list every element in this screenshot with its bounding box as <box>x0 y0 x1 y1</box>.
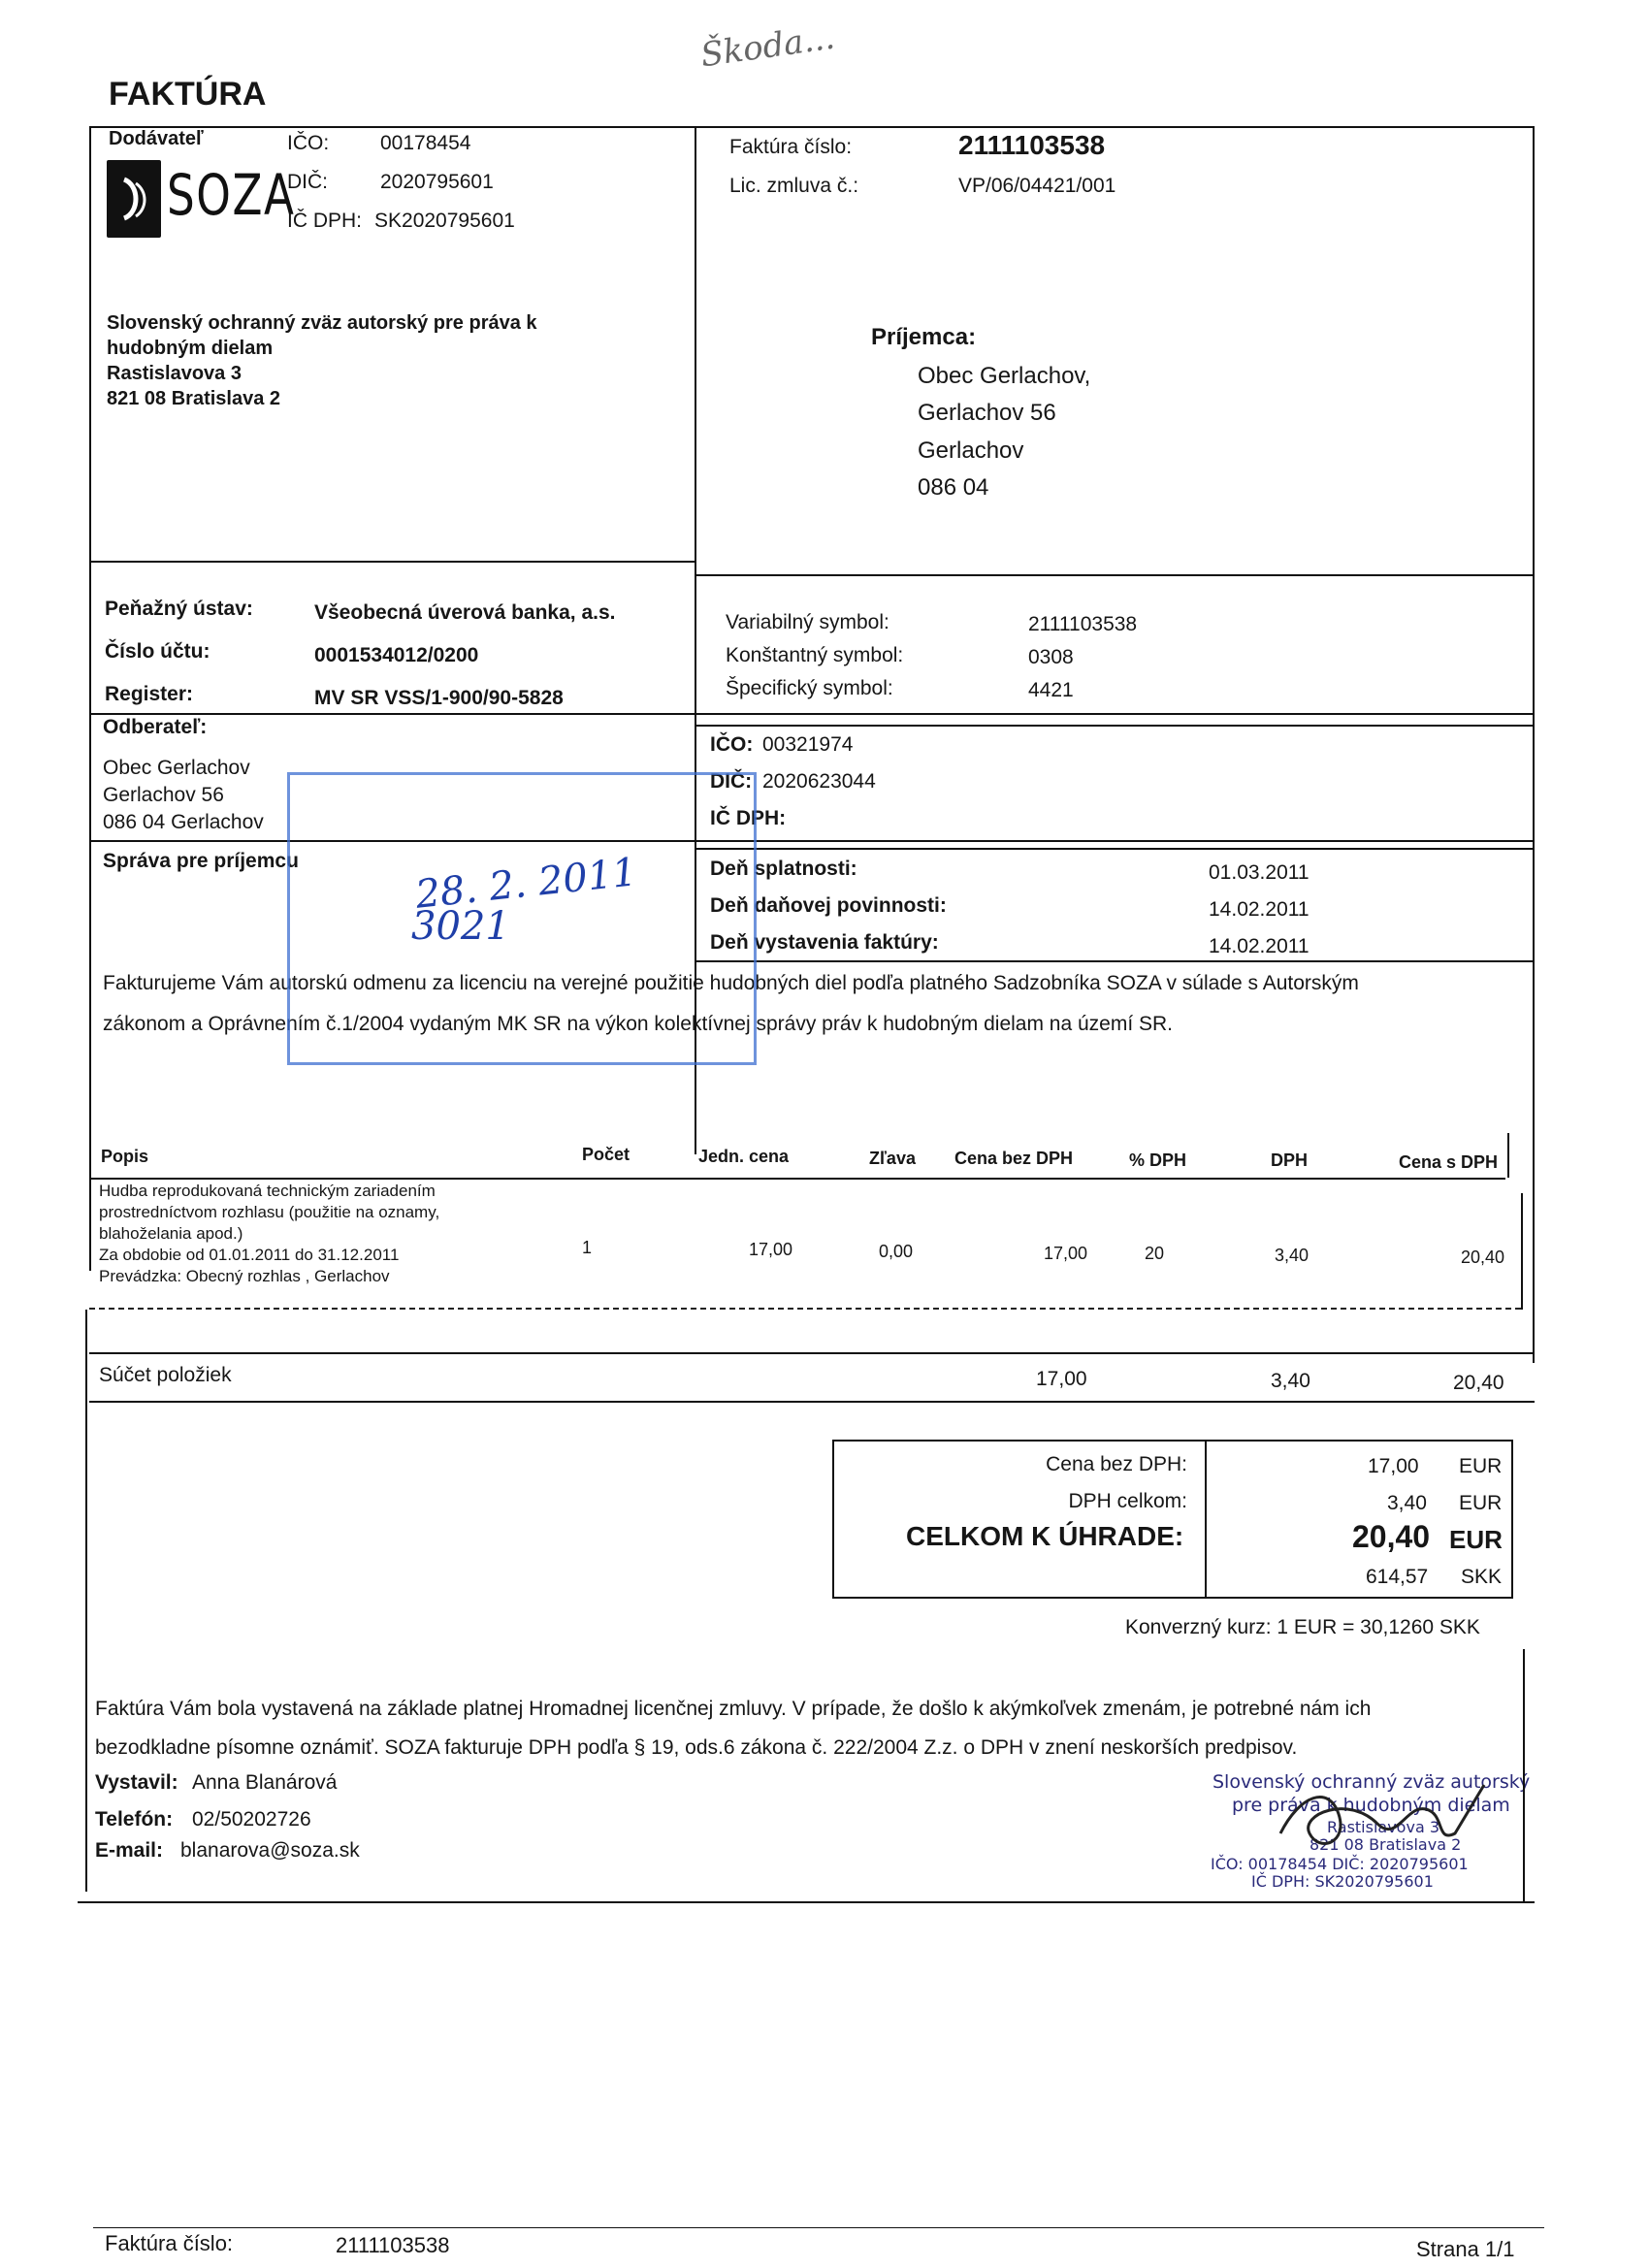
row-net: 17,00 <box>1044 1244 1088 1263</box>
col-header-desc: Popis <box>101 1147 149 1166</box>
stamp-line: Slovenský ochranný zväz autorský <box>1212 1771 1531 1793</box>
received-stamp-number: 3021 <box>411 904 510 949</box>
issue-date: 14.02.2011 <box>1209 935 1310 957</box>
supplier-dic-label: DIČ: <box>287 171 328 193</box>
handwritten-note: Škoda... <box>697 17 837 76</box>
supplier-icdph: SK2020795601 <box>374 210 515 232</box>
intro-text-1: Fakturujeme Vám autorskú odmenu za licenciu na verejné použitie hudobných diel podľa platného Sadzobníka SOZA v súlade s Autorským <box>103 972 1359 994</box>
logo-text: SOZA <box>167 162 296 228</box>
recipient-label: Príjemca: <box>871 324 977 350</box>
received-stamp <box>287 772 757 1065</box>
totals-skk-currency: SKK <box>1461 1566 1503 1588</box>
supplier-city: 821 08 Bratislava 2 <box>107 388 281 409</box>
email: blanarova@soza.sk <box>180 1839 360 1862</box>
signature <box>1261 1766 1494 1872</box>
constant-symbol: 0308 <box>1028 646 1074 668</box>
account-label: Číslo účtu: <box>105 640 210 663</box>
variable-symbol-label: Variabilný symbol: <box>726 611 889 633</box>
recipient-line: Gerlachov 56 <box>918 400 1056 426</box>
frame-line <box>1533 126 1535 1363</box>
frame-line <box>1523 1649 1525 1901</box>
frame-line <box>78 1901 1535 1903</box>
totals-net-label: Cena bez DPH: <box>1046 1453 1187 1475</box>
row-count: 1 <box>582 1238 593 1257</box>
recipient-line: Gerlachov <box>918 437 1024 464</box>
admin-label: Správa pre príjemcu <box>103 850 299 872</box>
specific-symbol: 4421 <box>1028 679 1074 701</box>
contract-number: VP/06/04421/001 <box>958 175 1116 197</box>
supplier-dic: 2020795601 <box>380 171 494 193</box>
contract-label: Lic. zmluva č.: <box>729 175 859 197</box>
totals-net-currency: EUR <box>1459 1455 1503 1477</box>
table-header-line <box>89 1178 1505 1180</box>
stamp-line: IČ DPH: SK2020795601 <box>1251 1872 1434 1891</box>
phone: 02/50202726 <box>192 1808 311 1831</box>
stamp-line: pre práva k hudobným dielam <box>1232 1795 1510 1816</box>
row-vat-pct: 20 <box>1145 1244 1165 1263</box>
supplier-ico-label: IČO: <box>287 132 330 154</box>
frame-line <box>89 126 1535 128</box>
row-gross: 20,40 <box>1461 1247 1505 1267</box>
customer-dic: 2020623044 <box>762 770 876 793</box>
footer-note-1: Faktúra Vám bola vystavená na základe platnej Hromadnej licenčnej zmluvy. V prípade, že došlo k akýmkoľvek zmenám, je potrebné nám ich <box>95 1698 1372 1720</box>
row-vat: 3,40 <box>1275 1246 1310 1265</box>
issued-by: Anna Blanárová <box>192 1771 338 1794</box>
constant-symbol-label: Konštantný symbol: <box>726 644 904 666</box>
variable-symbol: 2111103538 <box>1028 613 1138 635</box>
customer-line: Gerlachov 56 <box>103 784 224 806</box>
soza-logo <box>103 160 296 238</box>
table-right-line <box>1521 1193 1523 1310</box>
customer-ico-label: IČO: <box>710 733 754 756</box>
footer-note-2: bezodkladne písomne oznámiť. SOZA fakturuje DPH podľa § 19, ods.6 zákona č. 222/2004 Z.z. o DPH v znení neskorších predpisov. <box>95 1736 1298 1759</box>
account-number: 0001534012/0200 <box>314 644 479 666</box>
row-separator <box>89 1308 1521 1310</box>
supplier-icdph-label: IČ DPH: <box>287 210 363 232</box>
stamp-line: 821 08 Bratislava 2 <box>1310 1835 1462 1854</box>
page-footer-number: 2111103538 <box>336 2233 450 2257</box>
col-header-vat: DPH <box>1271 1150 1309 1170</box>
customer-ico: 00321974 <box>762 733 854 756</box>
frame-line <box>89 126 91 1271</box>
row-discount: 0,00 <box>879 1242 914 1261</box>
due-date: 01.03.2011 <box>1209 861 1310 884</box>
customer-dic-label: DIČ: <box>710 770 753 793</box>
totals-vat: 3,40 <box>1387 1492 1427 1514</box>
totals-vat-currency: EUR <box>1459 1492 1503 1514</box>
row-desc-line: blahoželania apod.) <box>99 1224 243 1243</box>
row-desc-line: Hudba reprodukovaná technickým zariadením <box>99 1182 436 1200</box>
totals-grand-currency: EUR <box>1449 1525 1503 1554</box>
row-desc-line: Za obdobie od 01.01.2011 do 31.12.2011 <box>99 1246 400 1264</box>
sum-label: Súčet položiek <box>99 1364 232 1386</box>
col-header-vat-pct: % DPH <box>1129 1150 1187 1170</box>
document-title: FAKTÚRA <box>109 76 267 113</box>
received-stamp-date: 28. 2. 2011 <box>413 850 639 918</box>
col-header-gross: Cena s DPH <box>1399 1152 1499 1172</box>
conversion-rate: Konverzný kurz: 1 EUR = 30,1260 SKK <box>1125 1616 1480 1638</box>
frame-line <box>695 725 1535 727</box>
frame-line <box>695 960 1535 962</box>
sum-gross: 20,40 <box>1453 1372 1504 1394</box>
register-value: MV SR VSS/1-900/90-5828 <box>314 687 564 709</box>
sum-bottom-line <box>89 1401 1535 1403</box>
supplier-name-1: Slovenský ochranný zväz autorský pre práva k <box>107 312 537 334</box>
supplier-street: Rastislavova 3 <box>107 363 242 384</box>
sum-net: 17,00 <box>1036 1368 1087 1390</box>
specific-symbol-label: Špecifický symbol: <box>726 677 893 699</box>
row-desc-line: prostredníctvom rozhlasu (použitie na oznamy, <box>99 1203 440 1221</box>
intro-text-2: zákonom a Oprávnením č.1/2004 vydaným MK SR na výkon kolektívnej správy práv k hudobným dielam na území SR. <box>103 1013 1174 1035</box>
stamp-line: Rastislavova 3 <box>1327 1818 1440 1836</box>
row-unit-price: 17,00 <box>749 1240 793 1259</box>
col-header-count: Počet <box>582 1145 630 1164</box>
bank-label: Peňažný ústav: <box>105 598 253 620</box>
totals-net: 17,00 <box>1368 1455 1419 1477</box>
frame-line <box>85 1310 87 1892</box>
totals-grand: 20,40 <box>1352 1519 1431 1554</box>
logo-icon <box>107 160 161 238</box>
invoice-number-label: Faktúra číslo: <box>729 136 853 158</box>
page-number: Strana 1/1 <box>1416 2237 1515 2261</box>
frame-line <box>695 574 1535 576</box>
supplier-label: Dodávateľ <box>109 128 204 149</box>
totals-grand-label: CELKOM K ÚHRADE: <box>906 1521 1184 1551</box>
bank-name: Všeobecná úverová banka, a.s. <box>314 601 616 624</box>
invoice-number: 2111103538 <box>958 130 1106 160</box>
supplier-ico: 00178454 <box>380 132 471 154</box>
frame-line <box>695 848 1535 850</box>
col-header-unit-price: Jedn. cena <box>698 1147 790 1166</box>
col-header-net: Cena bez DPH <box>954 1149 1074 1168</box>
issued-by-label: Vystavil: <box>95 1771 178 1794</box>
page-footer-number-label: Faktúra číslo: <box>105 2231 234 2255</box>
customer-label: Odberateľ: <box>103 716 208 738</box>
col-header-discount: Zľava <box>869 1149 916 1168</box>
tax-date-label: Deň daňovej povinnosti: <box>710 894 947 917</box>
issue-date-label: Deň vystavenia faktúry: <box>710 931 939 954</box>
recipient-line: Obec Gerlachov, <box>918 363 1091 389</box>
sum-vat: 3,40 <box>1271 1370 1310 1392</box>
frame-line <box>89 561 695 563</box>
due-date-label: Deň splatnosti: <box>710 858 857 880</box>
frame-line <box>89 713 1535 715</box>
customer-icdph-label: IČ DPH: <box>710 807 787 829</box>
table-right-line <box>1507 1133 1509 1178</box>
row-desc-line: Prevádzka: Obecný rozhlas , Gerlachov <box>99 1267 390 1285</box>
totals-vat-label: DPH celkom: <box>1068 1490 1187 1512</box>
totals-skk: 614,57 <box>1366 1566 1429 1588</box>
recipient-line: 086 04 <box>918 474 989 501</box>
customer-line: Obec Gerlachov <box>103 757 250 779</box>
supplier-name-2: hudobným dielam <box>107 338 274 359</box>
email-label: E-mail: <box>95 1839 164 1862</box>
register-label: Register: <box>105 683 194 705</box>
phone-label: Telefón: <box>95 1808 174 1831</box>
tax-date: 14.02.2011 <box>1209 898 1310 921</box>
sum-top-line <box>89 1352 1535 1354</box>
page-footer-rule <box>93 2227 1544 2228</box>
totals-divider <box>1205 1442 1207 1597</box>
customer-line: 086 04 Gerlachov <box>103 811 264 833</box>
stamp-line: IČO: 00178454 DIČ: 2020795601 <box>1211 1855 1469 1873</box>
